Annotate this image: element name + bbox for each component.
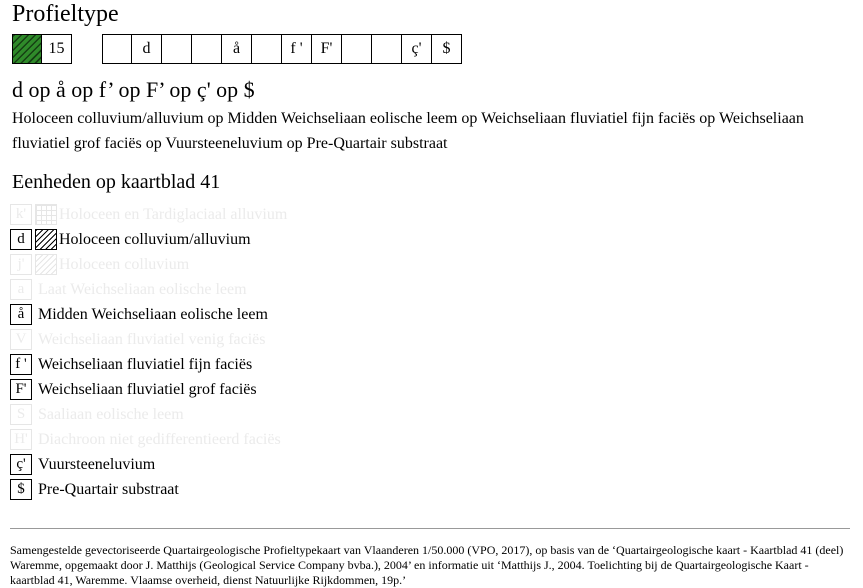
legend-item bbox=[10, 427, 287, 452]
profile-description: Holoceen colluvium/alluvium op Midden Weichseliaan eolische leem op Weichseliaan fluviatiel fijn faciës op Weichseliaan fluviatiel grof faciës op Vuursteeneluvium op Pre-Quartair substraat bbox=[12, 110, 804, 152]
unit-label: Holoceen colluvium bbox=[59, 255, 190, 273]
profile-color-swatch bbox=[12, 34, 42, 64]
unit-label: Vuursteeneluvium bbox=[38, 455, 156, 473]
legend-item bbox=[10, 402, 287, 427]
legend-item bbox=[10, 377, 287, 402]
source-citation: Samengestelde gevectoriseerde Quartairgeologische Profieltypekaart van Vlaanderen 1/50.000 (VPO, 2017), op basis van de ‘Quartairgeologische kaart - Kaartblad 41 (deel) Waremme, opgemaakt door J. Matthijs (Geological Service Company bvba.), 2004’ en informatie uit ‘Matthijs J., 2004. Toelichting bij de Quartairgeologische Kaart - kaartblad 41, Waremme. Vlaamse overheid, dienst Natuurlijke Rijkdommen, 19p.’ bbox=[10, 528, 850, 588]
legend-item bbox=[10, 302, 287, 327]
unit-code: ç' bbox=[10, 454, 32, 475]
unit-code: F' bbox=[10, 379, 32, 400]
unit-code: k' bbox=[10, 204, 32, 225]
profile-layer-cell bbox=[102, 34, 132, 64]
legend-item bbox=[10, 252, 287, 277]
hatch-pattern-icon bbox=[35, 254, 57, 275]
legend-item bbox=[10, 202, 287, 227]
unit-label: Laat Weichseliaan eolische leem bbox=[38, 280, 247, 298]
profile-layer-cell: d bbox=[132, 34, 162, 64]
profile-layer-cell bbox=[342, 34, 372, 64]
unit-code: j' bbox=[10, 254, 32, 275]
unit-code: $ bbox=[10, 479, 32, 500]
unit-label: Diachroon niet gedifferentieerd faciës bbox=[38, 430, 281, 448]
profile-layer-cell: å bbox=[222, 34, 252, 64]
profile-layer-cell: $ bbox=[432, 34, 462, 64]
unit-code: å bbox=[10, 304, 32, 325]
profile-layer-cell: F' bbox=[312, 34, 342, 64]
unit-label: Midden Weichseliaan eolische leem bbox=[38, 305, 268, 323]
units-legend bbox=[10, 202, 287, 502]
profile-layer-cell: ç' bbox=[402, 34, 432, 64]
profile-layer-cell bbox=[192, 34, 222, 64]
unit-label: Holoceen en Tardiglaciaal alluvium bbox=[59, 205, 288, 223]
profile-strip bbox=[12, 34, 462, 64]
unit-code: d bbox=[10, 229, 32, 250]
unit-code: H' bbox=[10, 429, 32, 450]
strip-gap bbox=[72, 34, 102, 64]
unit-label: Weichseliaan fluviatiel venig faciës bbox=[38, 330, 266, 348]
page-title: Profieltype bbox=[12, 1, 119, 27]
units-heading: Eenheden op kaartblad 41 bbox=[12, 171, 221, 193]
profile-layer-cell bbox=[252, 34, 282, 64]
profile-code-sequence: d op å op f’ op F’ op ç' op $ bbox=[12, 77, 255, 102]
profile-layer-cell: f ' bbox=[282, 34, 312, 64]
profile-layer-cell bbox=[162, 34, 192, 64]
legend-item bbox=[10, 352, 287, 377]
unit-label: Weichseliaan fluviatiel fijn faciës bbox=[38, 355, 253, 373]
unit-label: Weichseliaan fluviatiel grof faciës bbox=[38, 380, 257, 398]
unit-code: S bbox=[10, 404, 32, 425]
legend-item bbox=[10, 327, 287, 352]
legend-item bbox=[10, 477, 287, 502]
unit-label: Saaliaan eolische leem bbox=[38, 405, 184, 423]
unit-label: Holoceen colluvium/alluvium bbox=[59, 230, 251, 248]
profile-number-cell: 15 bbox=[42, 34, 72, 64]
legend-item bbox=[10, 452, 287, 477]
unit-code: f ' bbox=[10, 354, 32, 375]
grid-pattern-icon bbox=[35, 204, 57, 225]
unit-code: V bbox=[10, 329, 32, 350]
legend-item bbox=[10, 277, 287, 302]
unit-code: a bbox=[10, 279, 32, 300]
hatch-pattern-icon bbox=[35, 229, 57, 250]
unit-label: Pre-Quartair substraat bbox=[38, 480, 179, 498]
profile-layer-cell bbox=[372, 34, 402, 64]
legend-item bbox=[10, 227, 287, 252]
